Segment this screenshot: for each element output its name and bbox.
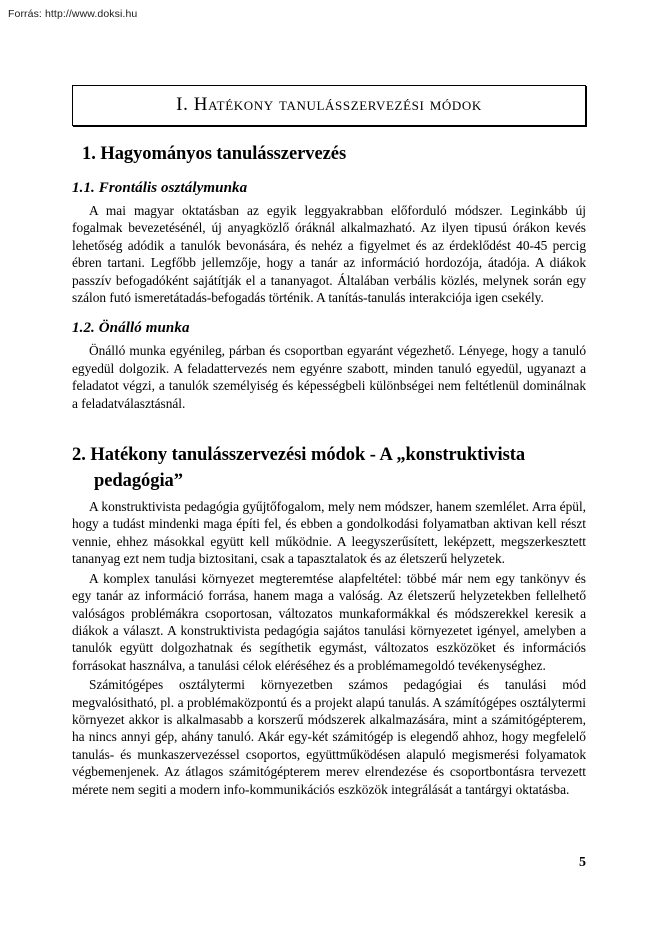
section-1-2-paragraph: Önálló munka egyénileg, párban és csoportban egyaránt végezhető. Lényege, hogy a tanuló egyedül dolgozik. A feladattervezés nem egyénre szabott, minden tanuló egyedül, ugyanazt a feladatot végzi, a tanulók személyiség és képességbeli különbségei nem feltétlenül dominálnak a feladatválasztásnál.: [72, 343, 586, 411]
page-number: 5: [579, 855, 586, 870]
section-1-1-paragraph: A mai magyar oktatásban az egyik leggyakrabban előforduló módszer. Leginkább új fogalmak bevezetésénél, új anyagközlő óráknál alkalmazható. Az ilyen tipusú órákon kevés lehetőség adódik a tanulók bevonására, és nehéz a figyelmet és az érdeklődést 40-45 percig ébren tartani. Legfőbb jellemzője, hogy a tanár az információ hordozója, átadója. A diákok passzív befogadóként sajátítják el a tananyagot. Általában verbális közlés, melynek során egy szálon futó ismeretátadás-befogadás történik. A tanítás-tanulás interakciója igen csekély.: [72, 203, 586, 306]
source-url-header: Forrás: http://www.doksi.hu: [8, 8, 138, 20]
section-2-paragraph-3: Számitógépes osztálytermi környezetben számos pedagógiai és tanulási mód megvalósitható, pl. a problémaközpontú és a projekt alapú tanulás. A számítógépes osztálytermi környezet akkor is alkalmasabb a korszerű módszerek alkalmazására, mint a számitógépterem, ha nincs annyi gép, ahány tanuló. Akár egy-két számitógép is elegendő ahhoz, hogy megfelelő tanulás- és munkaszervezéssel csoportos, együttműködésen alapuló megismerési folyamatok végbemenjenek. Az átlagos számitógépterem merev elrendezése és csoportbontásra tervezett mérete nem segiti a modern info-kommunikációs eszközök integrálását a tantárgyi oktatásba.: [72, 677, 586, 797]
section-2-paragraph-2: A komplex tanulási környezet megteremtése alapfeltétel: többé már nem egy tankönyv és egy tanár az információ forrása, hanem maga a valóság. Az életszerű helyzetekben fellelhető valóságos problémákra csoportosan, változatos munkaformákkal és módszerekkel keresik a diákok a választ. A konstruktivista pedagógia sajátos tanulási környezetet igényel, amelyben a tanulók együtt dolgozhatnak és segíthetik egymást, változatos eszközöket és információs forrásokat használva, a tanulási célok eléréséhez és a problémamegoldó tevékenységhez.: [72, 570, 586, 673]
chapter-title-box: [72, 85, 586, 126]
section-2-paragraph-1: A konstruktivista pedagógia gyűjtőfogalom, mely nem módszer, hanem szemlélet. Arra épül, hogy a tudást mindenki maga építi fel, és ebben a gondolkodási folyamatban aktivan kell részt vennie, ehhez másokkal együtt kell működnie. A leegyszerűsített, leképzett, megszerkesztett tananyag ezt nem tudja biztositani, csak a tapasztalatok és az életszerű helyzetek.: [72, 499, 586, 567]
section-1-heading: 1. Hagyományos tanulásszervezés: [82, 144, 347, 164]
section-1-1-heading: 1.1. Frontális osztálymunka: [72, 180, 248, 196]
section-2-heading: 2. Hatékony tanulásszervezési módok - A „konstruktivista pedagógia”: [72, 445, 526, 492]
page-content-column: [72, 0, 586, 798]
chapter-title: I. Hatékony tanulásszervezési módok: [176, 94, 482, 115]
section-1-2-heading: 1.2. Önálló munka: [72, 320, 190, 337]
